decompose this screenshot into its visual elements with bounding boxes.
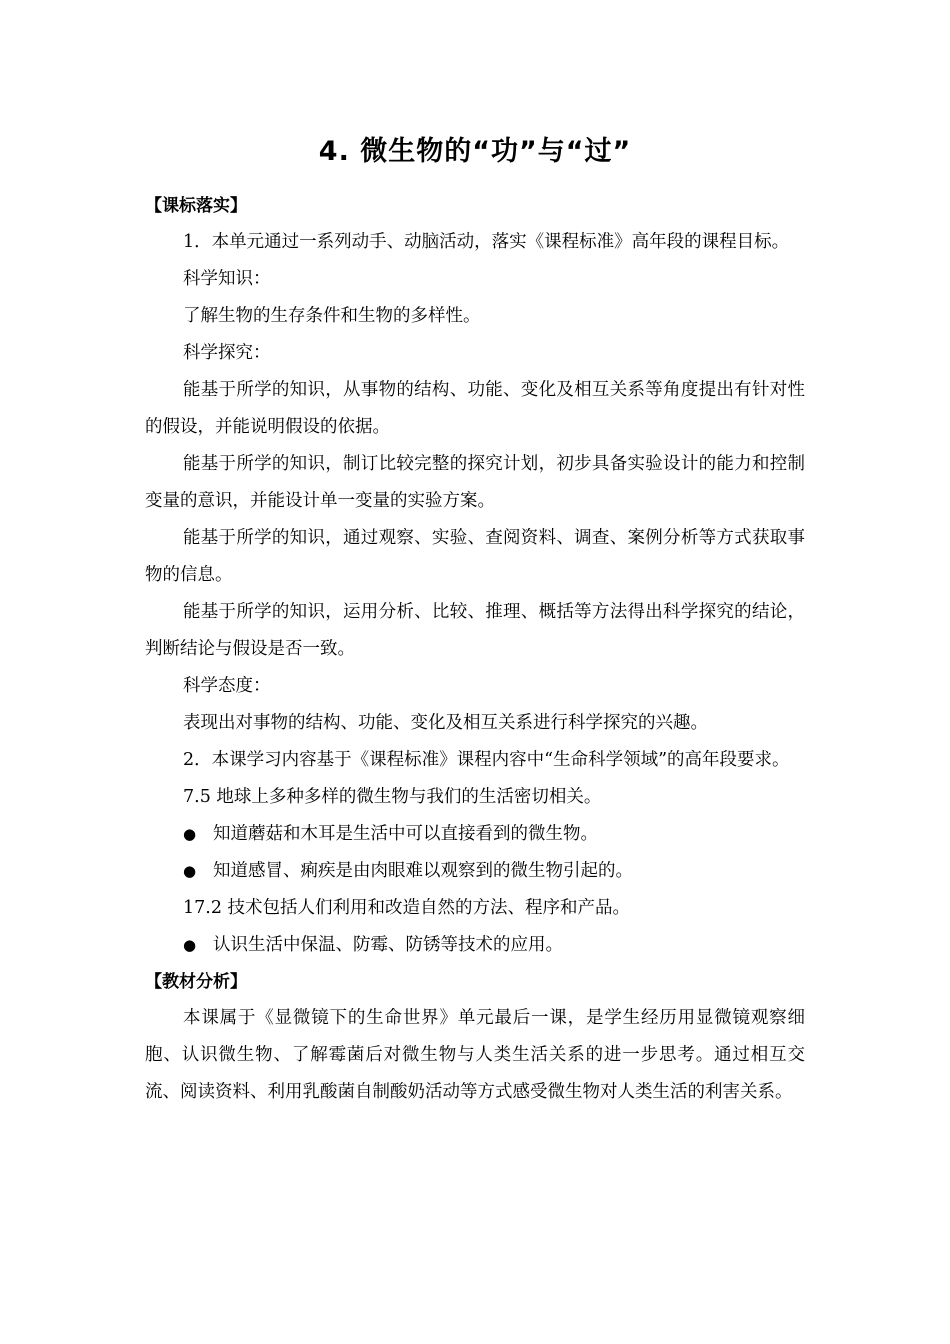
paragraph: 2．本课学习内容基于《课程标准》课程内容中“生命科学领域”的高年段要求。	[183, 750, 790, 770]
bullet-item	[145, 927, 805, 964]
standard-item: 7.5 地球上多种多样的微生物与我们的生活密切相关。	[183, 787, 602, 807]
document-page	[145, 130, 805, 1111]
bullet-item	[145, 853, 805, 890]
section-heading-textbook-analysis: 【教材分析】	[145, 972, 247, 992]
paragraph: 能基于所学的知识，制订比较完整的探究计划，初步具备实验设计的能力和控制变量的意识，并能设计单一变量的实验方案。	[145, 454, 805, 511]
bullet-icon: ●	[183, 862, 197, 880]
subheading-knowledge: 科学知识：	[183, 269, 271, 289]
section-heading-curriculum: 【课标落实】	[145, 196, 247, 216]
page-title: 4. 微生物的“功”与“过”	[318, 136, 632, 167]
bullet-text: 认识生活中保温、防霉、防锈等技术的应用。	[213, 935, 563, 955]
subheading-attitude: 科学态度：	[183, 676, 271, 696]
standard-item: 17.2 技术包括人们利用和改造自然的方法、程序和产品。	[183, 898, 631, 918]
bullet-icon: ●	[183, 825, 197, 843]
paragraph: 表现出对事物的结构、功能、变化及相互关系进行科学探究的兴趣。	[183, 713, 708, 733]
paragraph: 1．本单元通过一系列动手、动脑活动，落实《课程标准》高年段的课程目标。	[183, 232, 790, 252]
paragraph: 了解生物的生存条件和生物的多样性。	[183, 306, 481, 326]
paragraph: 能基于所学的知识，从事物的结构、功能、变化及相互关系等角度提出有针对性的假设，并能说明假设的依据。	[145, 380, 805, 437]
bullet-item	[145, 816, 805, 853]
subheading-inquiry: 科学探究：	[183, 343, 271, 363]
paragraph: 能基于所学的知识，通过观察、实验、查阅资料、调查、案例分析等方式获取事物的信息。	[145, 528, 805, 585]
paragraph: 本课属于《显微镜下的生命世界》单元最后一课，是学生经历用显微镜观察细胞、认识微生物、了解霉菌后对微生物与人类生活关系的进一步思考。通过相互交流、阅读资料、利用乳酸菌自制酸奶活动等方式感受微生物对人类生活的利害关系。	[145, 1008, 805, 1102]
bullet-icon: ●	[183, 936, 197, 954]
bullet-text: 知道蘑菇和木耳是生活中可以直接看到的微生物。	[213, 824, 598, 844]
bullet-text: 知道感冒、痢疾是由肉眼难以观察到的微生物引起的。	[213, 861, 633, 881]
paragraph: 能基于所学的知识，运用分析、比较、推理、概括等方法得出科学探究的结论，判断结论与假设是否一致。	[145, 602, 805, 659]
